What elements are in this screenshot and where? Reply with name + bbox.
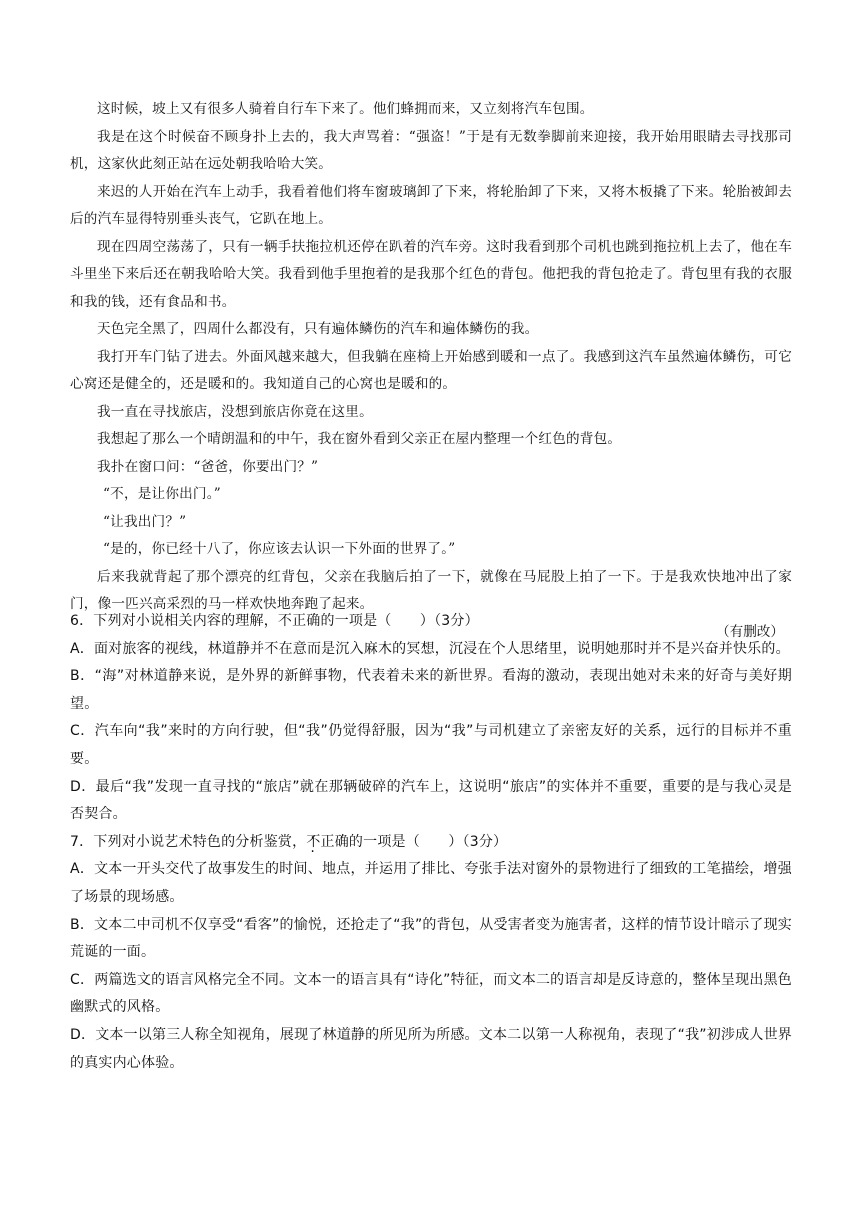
story-paragraph: 我扑在窗口问：“爸爸，你要出门？” [97,458,319,475]
question-7-stem-lead: 7．下列对小说艺术特色的分析鉴赏， [70,833,307,850]
story-paragraph: 后来我就背起了那个漂亮的红背包，父亲在我脑后拍了一下，就像在马屁股上拍了一下。于是我欢快地冲出了家门，像一匹兴高采烈的马一样欢快地奔跑了起来。 [70,568,792,612]
emphasis-not-correct: 不正确 · · · [306,834,349,850]
story-paragraph: 我打开车门钻了进去。外面风越来越大，但我躺在座椅上开始感到暖和一点了。我感到这汽车虽然遍体鳞伤，可它心窝还是健全的，还是暖和的。我知道自己的心窝也是暖和的。 [70,348,792,392]
question-7-option-d: D．文本一以第三人称全知视角，展现了林道静的所见所为所感。文本二以第一人称视角，表现了“我”初涉成人世界的真实内心体验。 [70,1026,792,1071]
question-6-option-c: C．汽车向“我”来时的方向行驶，但“我”仍觉得舒服，因为“我”与司机建立了亲密友好的关系，远行的目标并不重要。 [70,723,792,767]
question-7-stem [70,829,792,857]
story-paragraph: 现在四周空荡荡了，只有一辆手扶拖拉机还停在趴着的汽车旁。这时我看到那个司机也跳到拖拉机上去了，他在车斗里坐下来后还在朝我哈哈大笑。我看到他手里抱着的是我那个红色的背包。他把我的背包抢走了。背包里有我的衣服和我的钱，还有食品和书。 [70,238,792,310]
story-paragraph: 这时候，坡上又有很多人骑着自行车下来了。他们蜂拥而来，又立刻将汽车包围。 [97,101,594,117]
story-paragraph: 我一直在寻找旅店，没想到旅店你竟在这里。 [97,403,373,420]
question-6-option-d: D．最后“我”发现一直寻找的“旅店”就在那辆破碎的汽车上，这说明“旅店”的实体并不重要，重要的是与我心灵是否契合。 [70,778,792,823]
question-7-option-a: A．文本一开头交代了故事发生的时间、地点，并运用了排比、夸张手法对窗外的景物进行了细致的工笔描绘，增强了场景的现场感。 [70,861,792,905]
story-paragraph: “是的，你已经十八了，你应该去认识一下外面的世界了。” [103,541,456,557]
story-excerpt [70,96,792,646]
story-paragraph: 来迟的人开始在汽车上动手，我看着他们将车窗玻璃卸了下来，将轮胎卸了下来，又将木板撬了下来。轮胎被卸去后的汽车显得特别垂头丧气，它趴在地上。 [70,183,792,227]
questions-section [70,608,792,1077]
source-credit: （有删改） [716,623,784,640]
question-7-option-c: C．两篇选文的语言风格完全不同。文本一的语言具有“诗化”特征，而文本二的语言却是反诗意的，整体呈现出黑色幽默式的风格。 [70,971,792,1016]
question-7-stem-tail: 的一项是（ ）（3分） [348,833,508,850]
question-6-option-a: A．面对旅客的视线，林道静并不在意而是沉入麻木的冥想，沉浸在个人思绪里，说明她那时并不是兴奋并快乐的。 [70,640,790,657]
story-paragraph: 天色完全黑了，四周什么都没有，只有遍体鳞伤的汽车和遍体鳞伤的我。 [97,321,539,337]
question-6-stem: 6．下列对小说相关内容的理解，不正确的一项是（ ）（3分） [70,613,479,629]
story-paragraph: 我是在这个时候奋不顾身扑上去的，我大声骂着：“强盗！”于是有无数拳脚前来迎接，我开始用眼睛去寻找那司机，这家伙此刻正站在远处朝我哈哈大笑。 [70,128,792,172]
story-paragraph: “不，是让你出门。” [103,486,221,502]
question-7-option-b: B．文本二中司机不仅享受“看客”的愉悦，还抢走了“我”的背包，从受害者变为施害者，这样的情节设计暗示了现实荒诞的一面。 [70,916,792,961]
question-6-option-b: B．“海”对林道静来说，是外界的新鲜事物，代表着未来的新世界。看海的激动，表现出她对未来的好奇与美好期望。 [70,668,792,712]
story-paragraph: “让我出门？” [103,513,187,530]
story-paragraph: 我想起了那么一个晴朗温和的中午，我在窗外看到父亲正在屋内整理一个红色的背包。 [97,431,622,447]
